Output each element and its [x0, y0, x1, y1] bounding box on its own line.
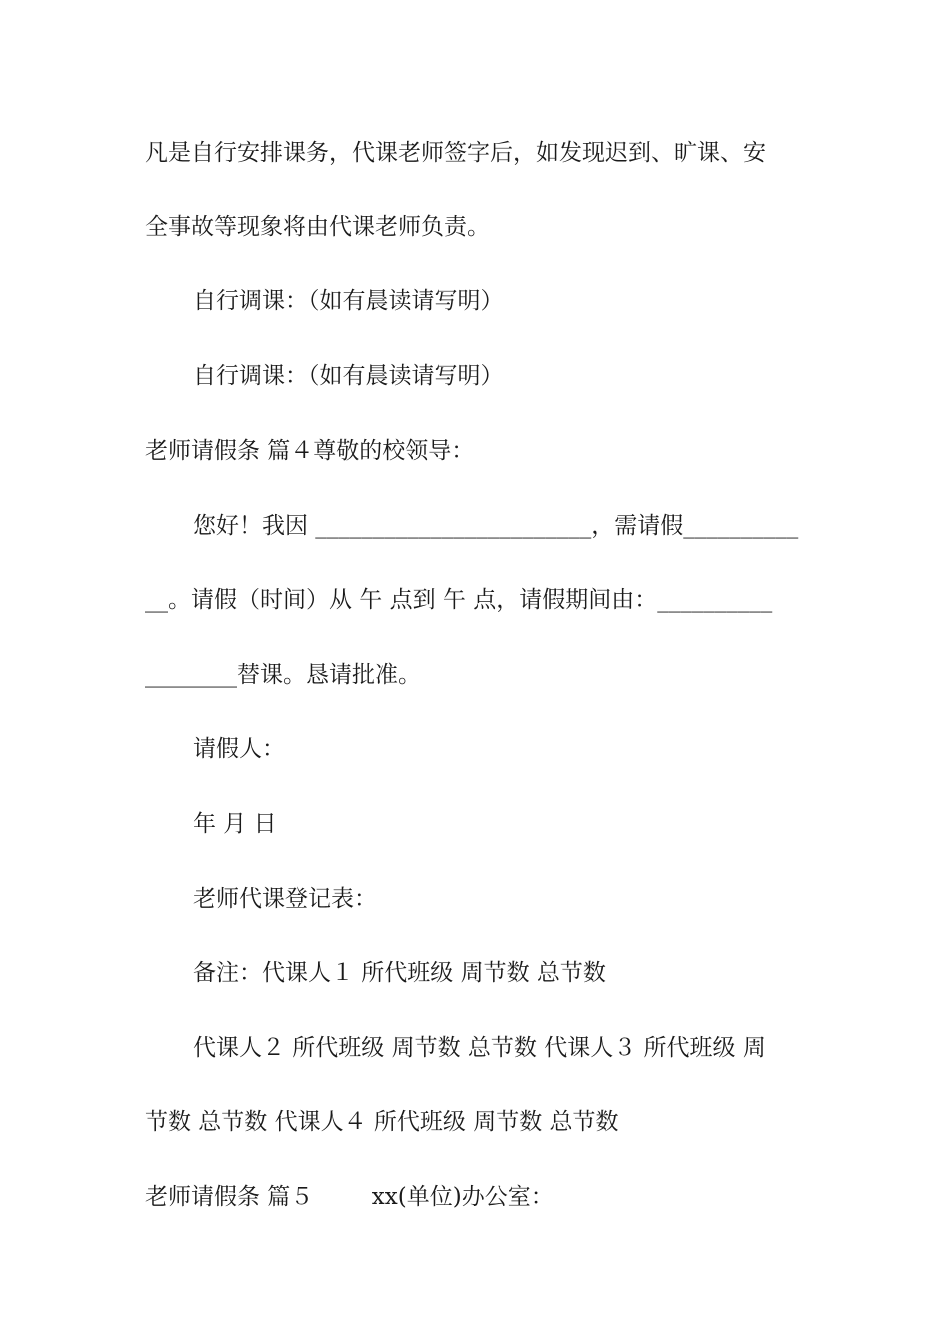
paragraph-line: ________替课。恳请批准。: [145, 662, 421, 688]
paragraph-line: 自行调课：（如有晨读请写明）: [193, 363, 504, 389]
paragraph-line: 您好！我因 ________________________，需请假__________: [193, 513, 799, 539]
paragraph-line: 请假人：: [193, 736, 285, 762]
paragraph-line: 节数 总节数 代课人４ 所代班级 周节数 总节数: [145, 1109, 619, 1135]
paragraph-line: 老师代课登记表：: [193, 886, 377, 912]
section-heading: 老师请假条 篇４尊敬的校领导：: [145, 438, 475, 464]
paragraph-line: __。请假（时间）从 午 点到 午 点，请假期间由：__________: [145, 587, 773, 613]
paragraph-line: 备注：代课人１ 所代班级 周节数 总节数: [193, 960, 606, 986]
paragraph-line: 全事故等现象将由代课老师负责。: [145, 214, 490, 240]
paragraph-line: 自行调课：（如有晨读请写明）: [193, 288, 504, 314]
section-heading: 老师请假条 篇５ xx(单位)办公室：: [145, 1184, 554, 1210]
paragraph-line: 凡是自行安排课务，代课老师签字后，如发现迟到、旷课、安: [145, 140, 766, 166]
paragraph-line: 年 月 日: [193, 811, 277, 837]
paragraph-line: 代课人２ 所代班级 周节数 总节数 代课人３ 所代班级 周: [193, 1035, 766, 1061]
